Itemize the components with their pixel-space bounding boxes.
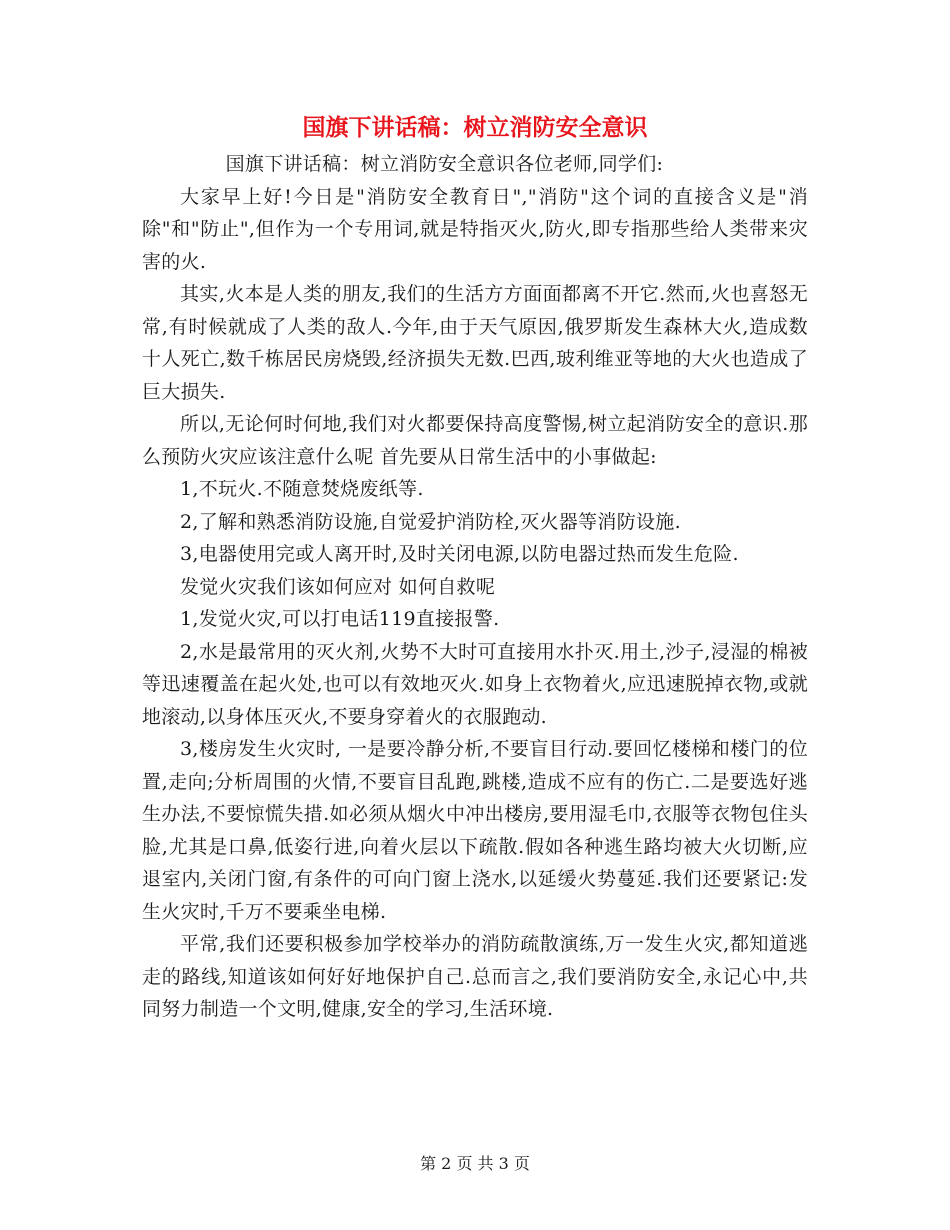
list-item: 1,不玩火.不随意焚烧废纸等. (180, 478, 424, 500)
list-item: 3,电器使用完或人离开时,及时关闭电源,以防电器过热而发生危险. (180, 543, 739, 565)
list-item: 2,了解和熟悉消防设施,自觉爱护消防栓,灭火器等消防设施. (180, 510, 681, 533)
body-paragraph: 所以,无论何时何地,我们对火都要保持高度警惕,树立起消防安全的意识.那么预防火灾应该注意什么呢 首先要从日常生活中的小事做起: (142, 413, 808, 468)
list-item: 1,发觉火灾,可以打电话119直接报警. (180, 608, 500, 630)
greeting-paragraph: 国旗下讲话稿：树立消防安全意识各位老师,同学们: (225, 153, 664, 175)
page-number-footer: 第 2 页 共 3 页 (420, 1154, 530, 1173)
document-body (142, 108, 808, 1026)
body-paragraph: 大家早上好!今日是"消防安全教育日","消防"这个词的直接含义是"消除"和"防止",但作为一个专用词,就是特指灭火,防火,即专指那些给人类带来灾害的火. (142, 185, 808, 273)
document-title: 国旗下讲话稿：树立消防安全意识 (302, 114, 648, 141)
body-paragraph: 其实,火本是人类的朋友,我们的生活方方面面都离不开它.然而,火也喜怒无常,有时候就成了人类的敌人.今年,由于天气原因,俄罗斯发生森林大火,造成数十人死亡,数千栋居民房烧毁,经济损失无数.巴西,玻利维亚等地的大火也造成了巨大损失. (142, 283, 808, 403)
list-item: 2,水是最常用的灭火剂,火势不大时可直接用水扑灭.用土,沙子,浸湿的棉被等迅速覆盖在起火处,也可以有效地灭火.如身上衣物着火,应迅速脱掉衣物,或就地滚动,以身体压灭火,不要身穿着火的衣服跑动. (142, 640, 808, 728)
list-item: 3,楼房发生火灾时, 一是要冷静分析,不要盲目行动.要回忆楼梯和楼门的位置,走向;分析周围的火情,不要盲目乱跑,跳楼,造成不应有的伤亡.二是要选好逃生办法,不要惊慌失措.如必须从烟火中冲出楼房,要用湿毛巾,衣服等衣物包住头脸,尤其是口鼻,低姿行进,向着火层以下疏散.假如各种逃生路均被大火切断,应退室内,关闭门窗,有条件的可向门窗上浇水,以延缓火势蔓延.我们还要紧记:发生火灾时,千万不要乘坐电梯. (142, 738, 808, 923)
section-question: 发觉火灾我们该如何应对 如何自救呢 (180, 575, 496, 598)
closing-paragraph: 平常,我们还要积极参加学校举办的消防疏散演练,万一发生火灾,都知道逃走的路线,知道该如何好好地保护自己.总而言之,我们要消防安全,永记心中,共同努力制造一个文明,健康,安全的学习,生活环境. (142, 933, 808, 1020)
